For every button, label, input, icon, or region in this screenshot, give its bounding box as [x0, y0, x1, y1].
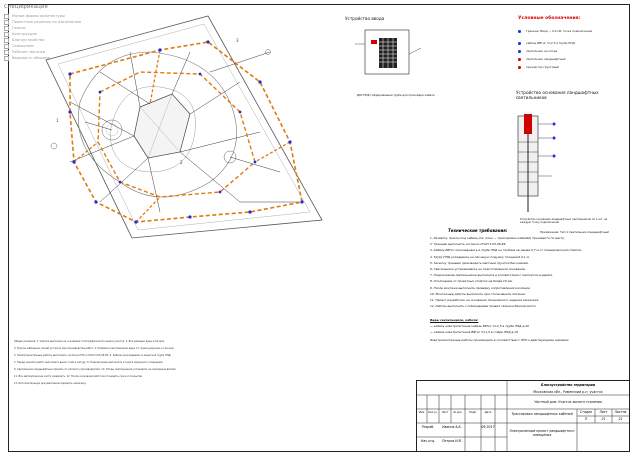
- title-block: [416, 380, 630, 452]
- stamp-object: Частный дом. Участок жилого строения: [534, 400, 602, 404]
- checkbox-icon: [4, 26, 9, 31]
- legend-marker-icon: [518, 30, 521, 33]
- stamp-header-cell: Кол.уч.: [428, 411, 438, 414]
- stamp-header-cell: Подп.: [469, 411, 477, 414]
- hatch-detail-drawing: [355, 24, 425, 92]
- hatch-detail-title: Устройство ввода: [345, 16, 385, 21]
- stamp-sheet-title: Электрический проект ландшафтного освещения: [509, 429, 575, 437]
- stamp-header-cell: Изм.: [418, 411, 426, 414]
- checkbox-icon: [4, 32, 9, 37]
- checkbox-icon: [4, 50, 9, 55]
- specification-item-label: Проектные решения по озеленению: [12, 20, 81, 24]
- specification-item-label: Освещение: [12, 44, 34, 48]
- general-note-line: 5. Электромонтажные работы выполнять согласно ПУЭ и СНиП 3.05.06-85. 6. Кабель прокладывать в защитной трубе ПНД.: [14, 354, 172, 357]
- legend-row-4: прожектор грунтовый: [526, 65, 559, 69]
- note-item: 2. Траншеи выполнить согласно СНиП 3.05.06-85.: [430, 242, 507, 247]
- legend-row-2: светильник на опоре: [526, 49, 558, 53]
- legend-marker-icon: [518, 50, 521, 53]
- stamp-sheet-label: Лист: [599, 410, 608, 414]
- specification-item-label: Ведомость объемов: [12, 56, 50, 60]
- hatch-detail-note: Д63 ПНД гофрированная труба для прокладки кабеля: [357, 93, 435, 97]
- svg-text:2: 2: [180, 160, 183, 165]
- legend-marker-icon: [518, 58, 521, 61]
- general-note-line: 7. Перед началом работ выполнить вынос осей в натуру. 8. Подключение выполнить от щита наружного освещения.: [14, 361, 164, 364]
- site-plan[interactable]: [40, 12, 340, 240]
- cable-route-outer: [70, 42, 302, 222]
- legend-row-3: светильник ландшафтный: [526, 57, 566, 61]
- checkbox-icon: [4, 38, 9, 43]
- general-note-line: 13. Исполнительную документацию передать заказчику.: [14, 382, 87, 385]
- foundation-callout: Примечание: Тип 1 Светильник ландшафтный: [540, 230, 609, 234]
- note-item: 1. Разметку трассы под кабель (см. план — трассировка кабелей) произвести по месту.: [430, 236, 566, 240]
- checkbox-icon: [4, 14, 9, 19]
- specification-item-label: Конструкции: [12, 32, 37, 36]
- stamp-address: Московская обл., Раменский р-н, участок: [533, 390, 603, 394]
- note-item: 4. Трубу ПНД укладывать на песчаную подушку толщиной 0,1 м.: [430, 254, 530, 259]
- note-item: 9. После монтажа выполнить проверку сопротивления изоляции.: [430, 285, 531, 290]
- stamp-header-cell: Лист: [441, 411, 449, 414]
- specification-item-label: Благоустройство: [12, 38, 45, 42]
- legend-title: Условные обозначения:: [518, 16, 581, 21]
- notes-sub-item-0: — кабель электропитания кабель ВВГнг 3×2,5 в трубе ПНД д.20: [430, 324, 529, 328]
- stamp-sheets: 21: [618, 417, 623, 421]
- note-item: 12. Работы выполнять с соблюдением правил техники безопасности.: [430, 304, 537, 309]
- stamp-header-cell: Дата: [484, 411, 492, 414]
- legend-marker-icon: [518, 42, 521, 45]
- general-note-line: Общие указания: 1. Чертеж выполнен на основании топографической съемки участка. 2. Все размеры даны в метрах.: [14, 340, 165, 343]
- stamp-role-1: Разраб.: [421, 425, 435, 429]
- stamp-project: Благоустройство территории: [541, 383, 595, 387]
- checkbox-icon: [4, 56, 9, 61]
- legend-row-0: Граница: Ввод — 0,4 кВ, точка подключения: [526, 29, 593, 33]
- stamp-date-1: 09.2017: [481, 425, 495, 429]
- note-item: 11. Проект разработан на основании технического задания заказчика.: [430, 298, 540, 302]
- foundation-detail-note: Устройство основания ландшафтных светильников по 1 шт. на каждую точку подключения: [520, 218, 608, 224]
- notes-sub-item-1: — кабель электропитания ВВГнг 3×1,5 в гофре ПНД д.16: [430, 330, 518, 334]
- note-item: 8. Отклонение от проектных отметок не более 10 мм.: [430, 279, 513, 284]
- notes-closing: Электромонтажные работы производить в соответствии с ПУЭ и действующими нормами.: [430, 338, 570, 342]
- checkbox-icon: [4, 44, 9, 49]
- foundation-detail-title: Устройство основания ландшафтных светильников: [516, 90, 599, 100]
- general-note-line: 3. Трассы кабельных линий уточнить при производстве работ. 4. Привязки светильников даны от границ дорожек и газонов.: [14, 347, 175, 350]
- note-item: 5. Засыпку траншеи производить местным грунтом без камней.: [430, 260, 529, 265]
- stamp-name-1: Иванов А.Б.: [442, 425, 462, 429]
- note-item: 6. Светильники устанавливать на подготовленное основание.: [430, 267, 526, 271]
- note-item: 7. Подключение светильников выполнить в соответствии с паспортом изделия.: [430, 273, 553, 278]
- notes-title: Технические требования:: [448, 228, 508, 233]
- stamp-header-cell: № док.: [453, 411, 463, 414]
- specification-title: Спецификация: [4, 4, 48, 10]
- notes-subtitle: Виды светильников, кабели:: [430, 318, 479, 322]
- stamp-role-2: Нач.отд.: [420, 439, 436, 443]
- specification-item-label: Малые формы архитектуры: [12, 14, 65, 18]
- house-footprint: [134, 94, 190, 158]
- note-item: 3. Кабель ВВГнг прокладывать в трубе ПНД на глубине не менее 0,7 м от планировочной отметки.: [430, 248, 583, 253]
- stamp-name-2: Петров И.В.: [442, 439, 462, 443]
- foundation-detail-drawing: [508, 112, 568, 217]
- svg-text:1: 1: [56, 118, 59, 123]
- legend-row-1: кабель ВВГнг 3×2,5 в трубе ПНД: [526, 41, 575, 45]
- specification-item-label: Газоны: [12, 26, 26, 30]
- stamp-plan-title: Трассировка ландшафтных кабелей: [511, 412, 573, 416]
- general-note-line: 9. Светильники ландшафтные принять по каталогу производителя. 10. Опоры светильников установить на закладные детали.: [14, 368, 177, 371]
- stamp-stage: П: [584, 417, 588, 421]
- specification-item-label: Рабочие чертежи: [12, 50, 46, 54]
- general-note-line: 11. Все металлические части заземлить. 12. После окончания работ восстановить газон и покрытия.: [14, 375, 143, 378]
- stamp-sheet: 21: [601, 417, 606, 421]
- note-item: 10. Монтажные работы выполнять при отключённом питании.: [430, 291, 526, 296]
- stamp-stage-label: Стадия: [579, 410, 593, 414]
- legend-marker-icon: [518, 66, 521, 69]
- luminaire-markers: [68, 40, 303, 223]
- stamp-sheets-label: Листов: [614, 410, 627, 414]
- checkbox-icon: [4, 20, 9, 25]
- svg-text:3: 3: [236, 38, 239, 43]
